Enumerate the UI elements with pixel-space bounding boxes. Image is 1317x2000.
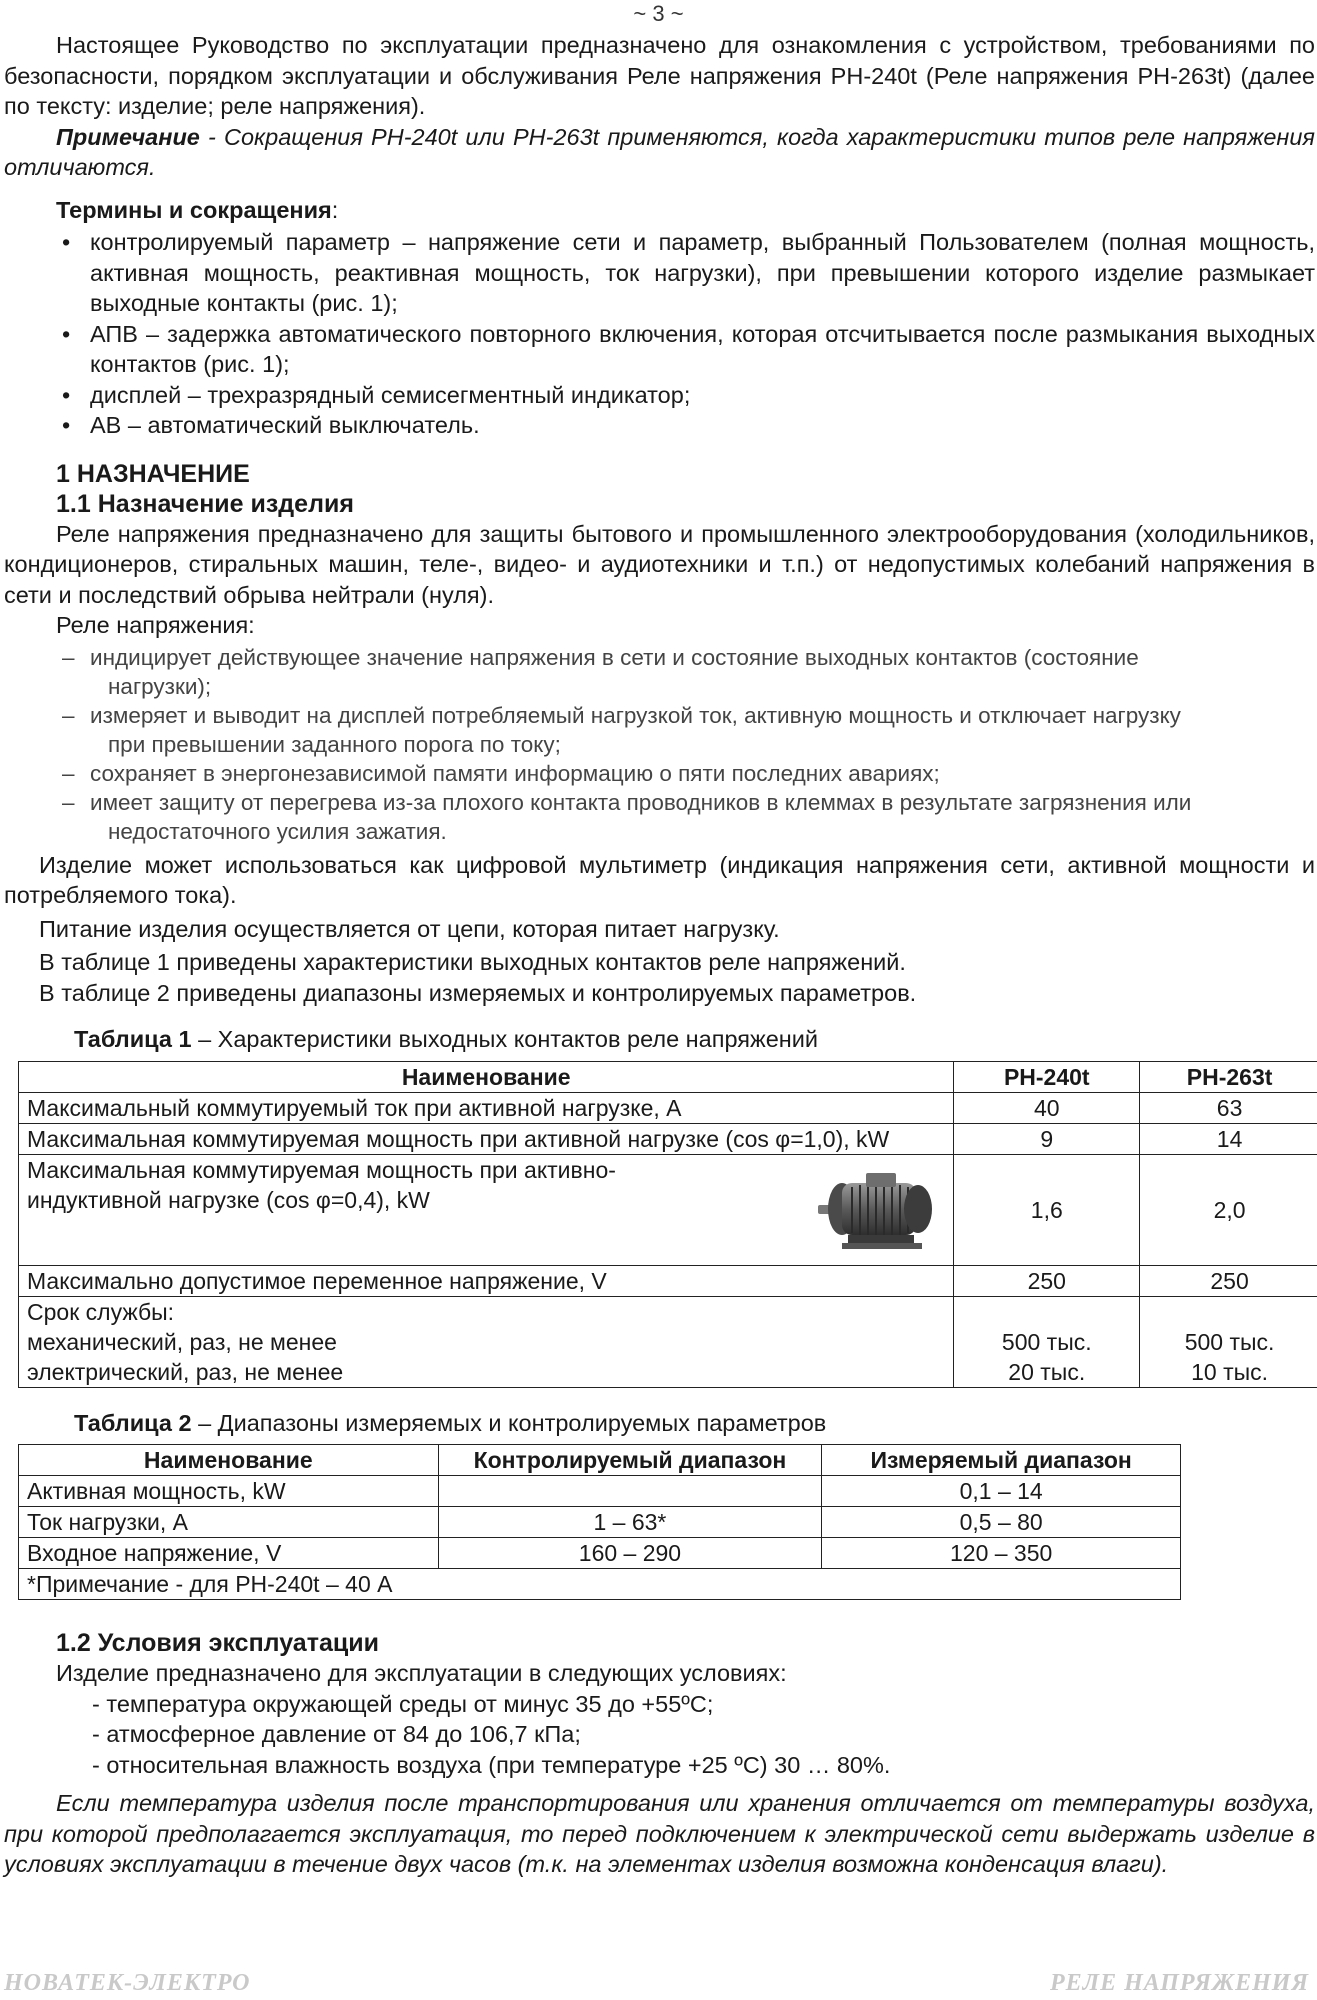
bullet-icon: •: [62, 320, 71, 347]
table-row: [19, 1123, 1317, 1154]
table-cell: Максимальная коммутируемая мощность при активной нагрузке (cos φ=1,0), kW: [19, 1123, 954, 1154]
table-row: [19, 1538, 1181, 1569]
multimeter-paragraph: Изделие может использоваться как цифровой мультиметр (индикация напряжения сети, активной мощности и потребляемого тока).: [4, 851, 1315, 908]
list-item: – измеряет и выводит на дисплей потребляемый нагрузкой ток, активную мощность и отключает нагрузку при превышении заданного порога по току;: [62, 702, 1181, 757]
bullet-icon: •: [62, 229, 71, 255]
list-item: • АПВ – задержка автоматического повторного включения, которая отсчитывается после размыкания выходных контактов (рис. 1);: [62, 320, 1315, 377]
section-1-1-title: 1.1 Назначение изделия: [56, 489, 354, 518]
table-cell: 250: [1140, 1265, 1317, 1296]
table-row: [19, 1154, 1317, 1265]
table2-reference: В таблице 2 приведены диапазоны измеряемых и контролируемых параметров.: [39, 979, 917, 1006]
list-item: - относительная влажность воздуха (при температуре +25 ºС) 30 … 80%.: [92, 1751, 891, 1778]
purpose-paragraph: Реле напряжения предназначено для защиты бытового и промышленного электрооборудования (холодильников, кондиционеров, стиральных машин, теле-, видео- и аудиотехники и т.п.) от недопустимых колебаний напряжения в сети и последствий обрыва нейтрали (нуля).: [4, 520, 1315, 608]
table-cell: Максимальная коммутируемая мощность при активно-индуктивной нагрузке (cos φ=0,4), kW: [19, 1154, 954, 1265]
page-footer: [4, 1968, 1309, 1999]
table-note: *Примечание - для РН-240t – 40 А: [19, 1569, 1181, 1600]
note-label: Примечание: [56, 123, 200, 150]
table-cell: Максимальный коммутируемый ток при активной нагрузке, А: [19, 1092, 954, 1123]
table-cell: Ток нагрузки, А: [19, 1507, 439, 1538]
list-item: - атмосферное давление от 84 до 106,7 кПа;: [92, 1721, 581, 1747]
table-row: [19, 1296, 1317, 1387]
list-item: - температура окружающей среды от минус 35 до +55ºC;: [92, 1690, 714, 1717]
table-cell: 14: [1140, 1123, 1317, 1154]
footer-company: НОВАТЕК-ЭЛЕКТРО: [4, 1970, 251, 1996]
table-row: [19, 1476, 1181, 1507]
table-header-cell: Наименование: [19, 1445, 439, 1476]
table1-caption: Таблица 1 – Характеристики выходных контактов реле напряжений: [74, 1026, 819, 1052]
page-content: [4, 30, 1315, 1880]
table-row: [19, 1092, 1317, 1123]
table-header-row: [19, 1061, 1317, 1092]
dash-icon: –: [62, 702, 75, 728]
terms-heading: Термины и сокращения:: [56, 196, 339, 223]
dash-icon: –: [62, 789, 75, 815]
table-cell: [438, 1476, 822, 1507]
footer-product: РЕЛЕ НАПРЯЖЕНИЯ: [1049, 1970, 1309, 1996]
table-2: [18, 1444, 1181, 1600]
table-row: [19, 1507, 1181, 1538]
list-item: • АВ – автоматический выключатель.: [4, 410, 1315, 441]
table-cell: 0,5 – 80: [822, 1507, 1181, 1538]
electric-motor-image: [808, 1161, 943, 1253]
dash-icon: –: [62, 644, 75, 670]
page-number: ~ 3 ~: [633, 1, 684, 26]
list-item: • контролируемый параметр – напряжение сети и параметр, выбранный Пользователем (полная мощность, активная мощность, реактивная мощность, ток нагрузки), при превышении которого изделие размыкает выходные контакты (рис. 1);: [62, 229, 1315, 316]
table-cell: Максимально допустимое переменное напряжение, V: [19, 1265, 954, 1296]
power-supply-paragraph: Питание изделия осуществляется от цепи, которая питает нагрузку.: [39, 915, 780, 942]
intro-paragraph: Настоящее Руководство по эксплуатации предназначено для ознакомления с устройством, требованиями по безопасности, порядком эксплуатации и обслуживания Реле напряжения РН-240t (Реле напряжения РН-263t) (далее по тексту: изделие; реле напряжения).: [4, 32, 1315, 119]
table-cell: 0,1 – 14: [822, 1476, 1181, 1507]
table-header-row: [19, 1445, 1181, 1476]
table-cell: 250: [954, 1265, 1140, 1296]
table-cell: 40: [954, 1092, 1140, 1123]
table-cell: Входное напряжение, V: [19, 1538, 439, 1569]
table-header-cell: РН-240t: [954, 1061, 1140, 1092]
table-row: [19, 1569, 1181, 1600]
table-cell: 2,0: [1140, 1154, 1317, 1265]
note-text: - Сокращения РН-240t или РН-263t применяются, когда характеристики типов реле напряжения отличаются.: [4, 123, 1315, 180]
table-cell: Активная мощность, kW: [19, 1476, 439, 1507]
table-cell: 1,6: [954, 1154, 1140, 1265]
table-cell: 160 – 290: [438, 1538, 822, 1569]
table-cell: 9: [954, 1123, 1140, 1154]
table-row: [19, 1265, 1317, 1296]
note-paragraph: [4, 122, 1315, 183]
relay-intro: Реле напряжения:: [56, 612, 255, 638]
list-item: – индицирует действующее значение напряжения в сети и состояние выходных контактов (состояние нагрузки);: [62, 644, 1139, 699]
section-1-title: 1 НАЗНАЧЕНИЕ: [56, 459, 250, 488]
terms-list: [4, 227, 1315, 441]
conditions-intro: Изделие предназначено для эксплуатации в следующих условиях:: [56, 1660, 787, 1686]
table2-caption: Таблица 2 – Диапазоны измеряемых и контролируемых параметров: [74, 1409, 827, 1436]
list-item: – сохраняет в энергонезависимой памяти информацию о пяти последних авариях;: [62, 760, 940, 786]
functions-list: [4, 643, 1315, 846]
table-header-cell: Контролируемый диапазон: [438, 1445, 822, 1476]
table-cell: 63: [1140, 1092, 1317, 1123]
table-1: [18, 1061, 1317, 1388]
table-cell: Срок службы: механический, раз, не менее электрический, раз, не менее: [19, 1296, 954, 1387]
table1-reference: В таблице 1 приведены характеристики выходных контактов реле напряжений.: [39, 949, 906, 975]
table-header-cell: Наименование: [19, 1061, 954, 1092]
section-1-2-title: 1.2 Условия эксплуатации: [56, 1629, 379, 1657]
table-header-cell: Измеряемый диапазон: [822, 1445, 1181, 1476]
table-header-cell: РН-263t: [1140, 1061, 1317, 1092]
list-item: – имеет защиту от перегрева из-за плохого контакта проводников в клеммах в результате загрязнения или недостаточного усилия зажатия.: [62, 789, 1192, 844]
dash-icon: –: [62, 760, 75, 786]
table-cell: 120 – 350: [822, 1538, 1181, 1569]
table-cell: 1 – 63*: [438, 1507, 822, 1538]
list-item: • дисплей – трехразрядный семисегментный индикатор;: [4, 380, 1315, 411]
bullet-icon: •: [62, 412, 71, 438]
terms-title: Термины и сокращения: [56, 196, 332, 223]
table-cell: 500 тыс. 20 тыс.: [954, 1296, 1140, 1387]
warning-paragraph: Если температура изделия после транспортирования или хранения отличается от температуры воздуха, при которой предполагается эксплуатация, то перед подключением к электрической сети выдержать изделие в условиях эксплуатации в течение двух часов (т.к. на элементах изделия возможна конденсация влаги).: [4, 1790, 1315, 1877]
conditions-list: [92, 1689, 1315, 1781]
bullet-icon: •: [62, 381, 71, 408]
table-cell: 500 тыс. 10 тыс.: [1140, 1296, 1317, 1387]
